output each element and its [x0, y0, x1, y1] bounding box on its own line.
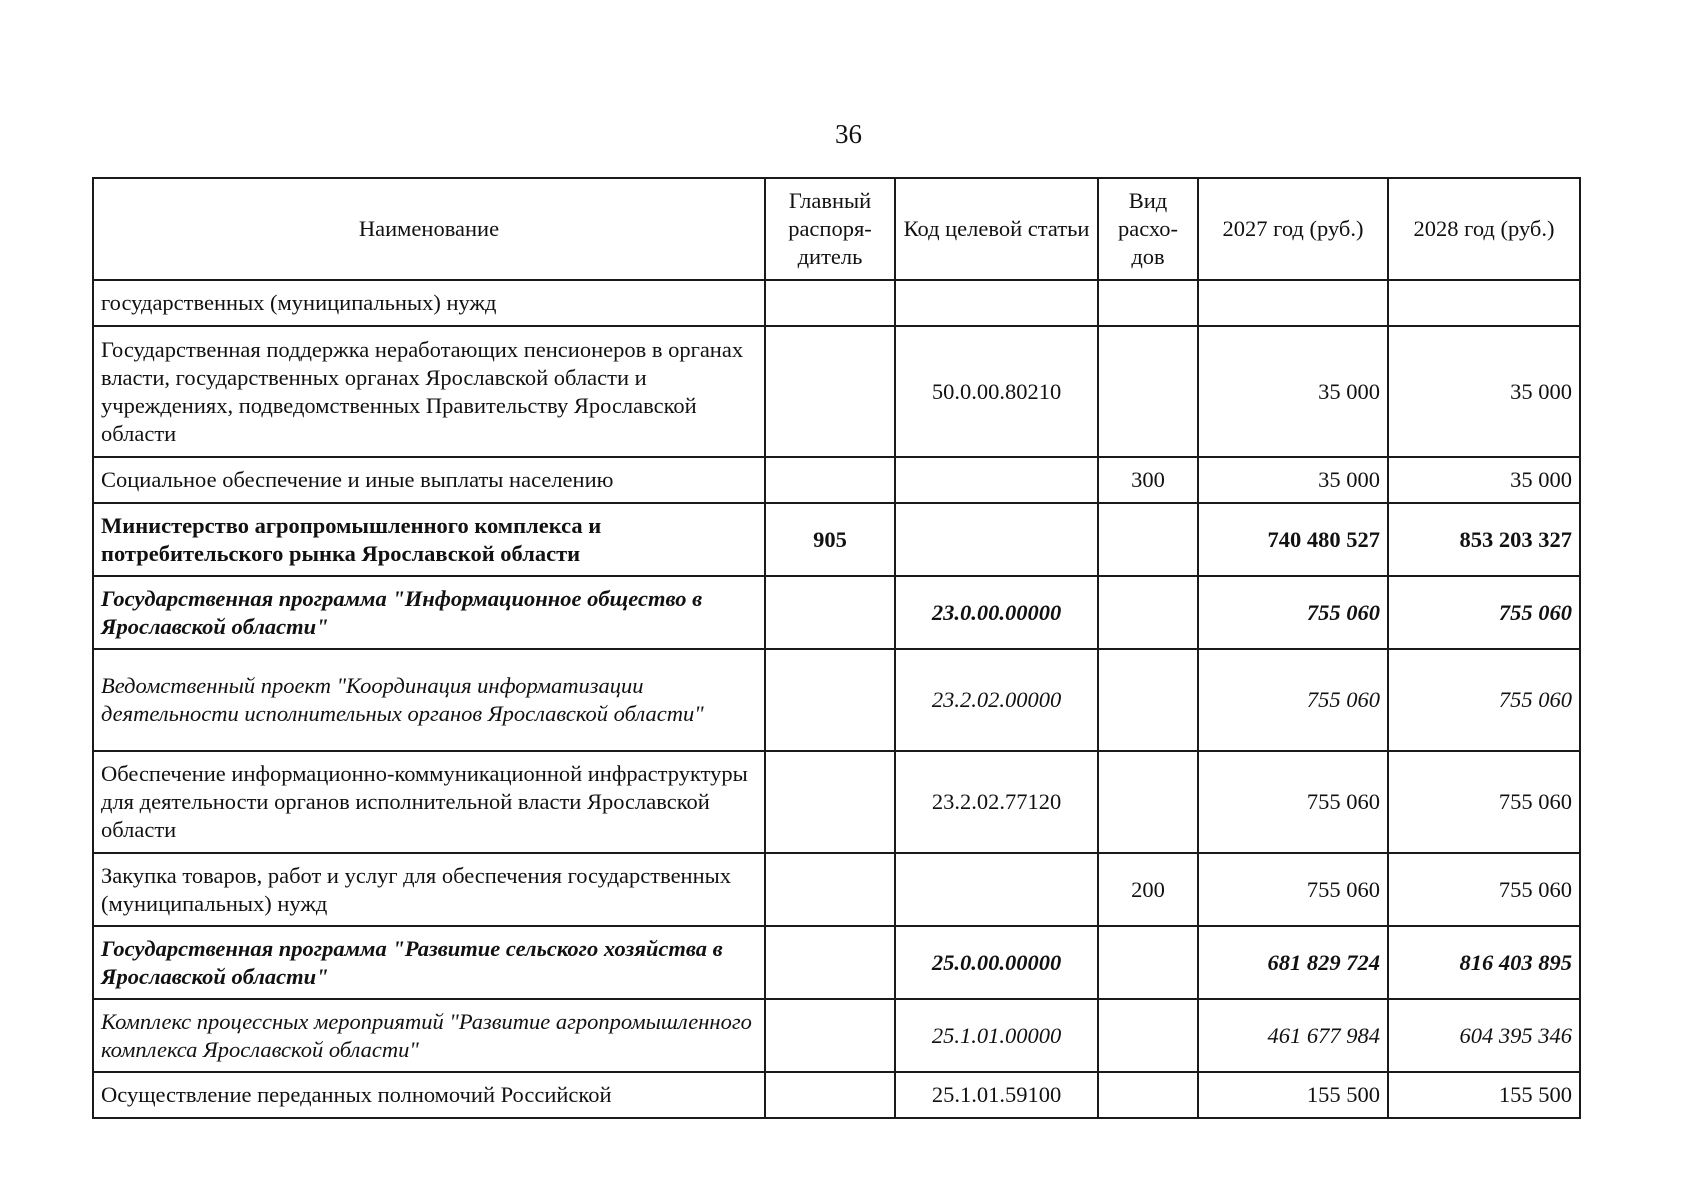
row-2028: 35 000 — [1388, 326, 1580, 457]
row-2027 — [1198, 280, 1388, 326]
row-name: Социальное обеспечение и иные выплаты населению — [93, 457, 765, 503]
row-2027: 35 000 — [1198, 326, 1388, 457]
row-2028: 755 060 — [1388, 576, 1580, 649]
row-main-manager — [765, 751, 895, 853]
row-2028: 816 403 895 — [1388, 926, 1580, 999]
table-header-row — [93, 178, 1580, 280]
row-2028: 755 060 — [1388, 649, 1580, 751]
budget-table — [92, 177, 1581, 1119]
row-main-manager — [765, 280, 895, 326]
row-2028: 604 395 346 — [1388, 999, 1580, 1072]
row-expense-type — [1098, 751, 1198, 853]
row-2027: 35 000 — [1198, 457, 1388, 503]
row-main-manager — [765, 1072, 895, 1118]
header-target-code: Код целевой статьи — [895, 178, 1098, 280]
row-target-code: 23.2.02.77120 — [895, 751, 1098, 853]
row-2027: 681 829 724 — [1198, 926, 1388, 999]
table-row — [93, 853, 1580, 926]
row-2027: 755 060 — [1198, 576, 1388, 649]
row-2028: 755 060 — [1388, 751, 1580, 853]
row-expense-type — [1098, 326, 1198, 457]
row-2027: 755 060 — [1198, 649, 1388, 751]
header-main-manager: Главный распоря- дитель — [765, 178, 895, 280]
row-expense-type — [1098, 280, 1198, 326]
row-main-manager — [765, 649, 895, 751]
row-expense-type — [1098, 999, 1198, 1072]
row-expense-type — [1098, 1072, 1198, 1118]
row-target-code: 23.0.00.00000 — [895, 576, 1098, 649]
row-2027: 755 060 — [1198, 853, 1388, 926]
table-row — [93, 926, 1580, 999]
row-target-code — [895, 457, 1098, 503]
row-expense-type: 200 — [1098, 853, 1198, 926]
row-main-manager: 905 — [765, 503, 895, 576]
header-2028: 2028 год (руб.) — [1388, 178, 1580, 280]
row-expense-type — [1098, 649, 1198, 751]
page-number: 36 — [835, 119, 862, 149]
row-target-code — [895, 280, 1098, 326]
row-main-manager — [765, 999, 895, 1072]
row-main-manager — [765, 576, 895, 649]
table-row — [93, 280, 1580, 326]
table-row — [93, 326, 1580, 457]
row-main-manager — [765, 853, 895, 926]
table-row — [93, 751, 1580, 853]
row-2028: 755 060 — [1388, 853, 1580, 926]
row-2028: 155 500 — [1388, 1072, 1580, 1118]
row-name: Закупка товаров, работ и услуг для обеспечения государственных (муниципальных) нужд — [93, 853, 765, 926]
row-2027: 461 677 984 — [1198, 999, 1388, 1072]
table-row — [93, 457, 1580, 503]
row-main-manager — [765, 926, 895, 999]
table-row — [93, 503, 1580, 576]
header-expense-type: Вид расхо- дов — [1098, 178, 1198, 280]
row-expense-type: 300 — [1098, 457, 1198, 503]
row-target-code: 25.1.01.00000 — [895, 999, 1098, 1072]
row-name: Государственная поддержка неработающих пенсионеров в органах власти, государственных органах Ярославской области и учреждениях, подведомственных Правительству Ярославской области — [93, 326, 765, 457]
row-name: Комплекс процессных мероприятий "Развитие агропромышленного комплекса Ярославской области" — [93, 999, 765, 1072]
row-name: Государственная программа "Развитие сельского хозяйства в Ярославской области" — [93, 926, 765, 999]
row-name: Ведомственный проект "Координация информатизации деятельности исполнительных органов Ярославской области" — [93, 649, 765, 751]
row-name: Обеспечение информационно-коммуникационной инфраструктуры для деятельности органов исполнительной власти Ярославской области — [93, 751, 765, 853]
header-2027: 2027 год (руб.) — [1198, 178, 1388, 280]
row-expense-type — [1098, 503, 1198, 576]
row-expense-type — [1098, 576, 1198, 649]
row-target-code: 25.1.01.59100 — [895, 1072, 1098, 1118]
row-2027: 755 060 — [1198, 751, 1388, 853]
header-name: Наименование — [93, 178, 765, 280]
row-2027: 740 480 527 — [1198, 503, 1388, 576]
table-row — [93, 1072, 1580, 1118]
table-row — [93, 649, 1580, 751]
table-row — [93, 999, 1580, 1072]
row-name: Осуществление переданных полномочий Российской — [93, 1072, 765, 1118]
row-2028: 853 203 327 — [1388, 503, 1580, 576]
row-name: государственных (муниципальных) нужд — [93, 280, 765, 326]
table-row — [93, 576, 1580, 649]
row-target-code — [895, 503, 1098, 576]
row-2028 — [1388, 280, 1580, 326]
row-name: Министерство агропромышленного комплекса и потребительского рынка Ярославской области — [93, 503, 765, 576]
row-target-code: 23.2.02.00000 — [895, 649, 1098, 751]
row-target-code: 50.0.00.80210 — [895, 326, 1098, 457]
row-2028: 35 000 — [1388, 457, 1580, 503]
row-name: Государственная программа "Информационное общество в Ярославской области" — [93, 576, 765, 649]
row-2027: 155 500 — [1198, 1072, 1388, 1118]
row-expense-type — [1098, 926, 1198, 999]
row-target-code: 25.0.00.00000 — [895, 926, 1098, 999]
row-main-manager — [765, 457, 895, 503]
row-target-code — [895, 853, 1098, 926]
row-main-manager — [765, 326, 895, 457]
